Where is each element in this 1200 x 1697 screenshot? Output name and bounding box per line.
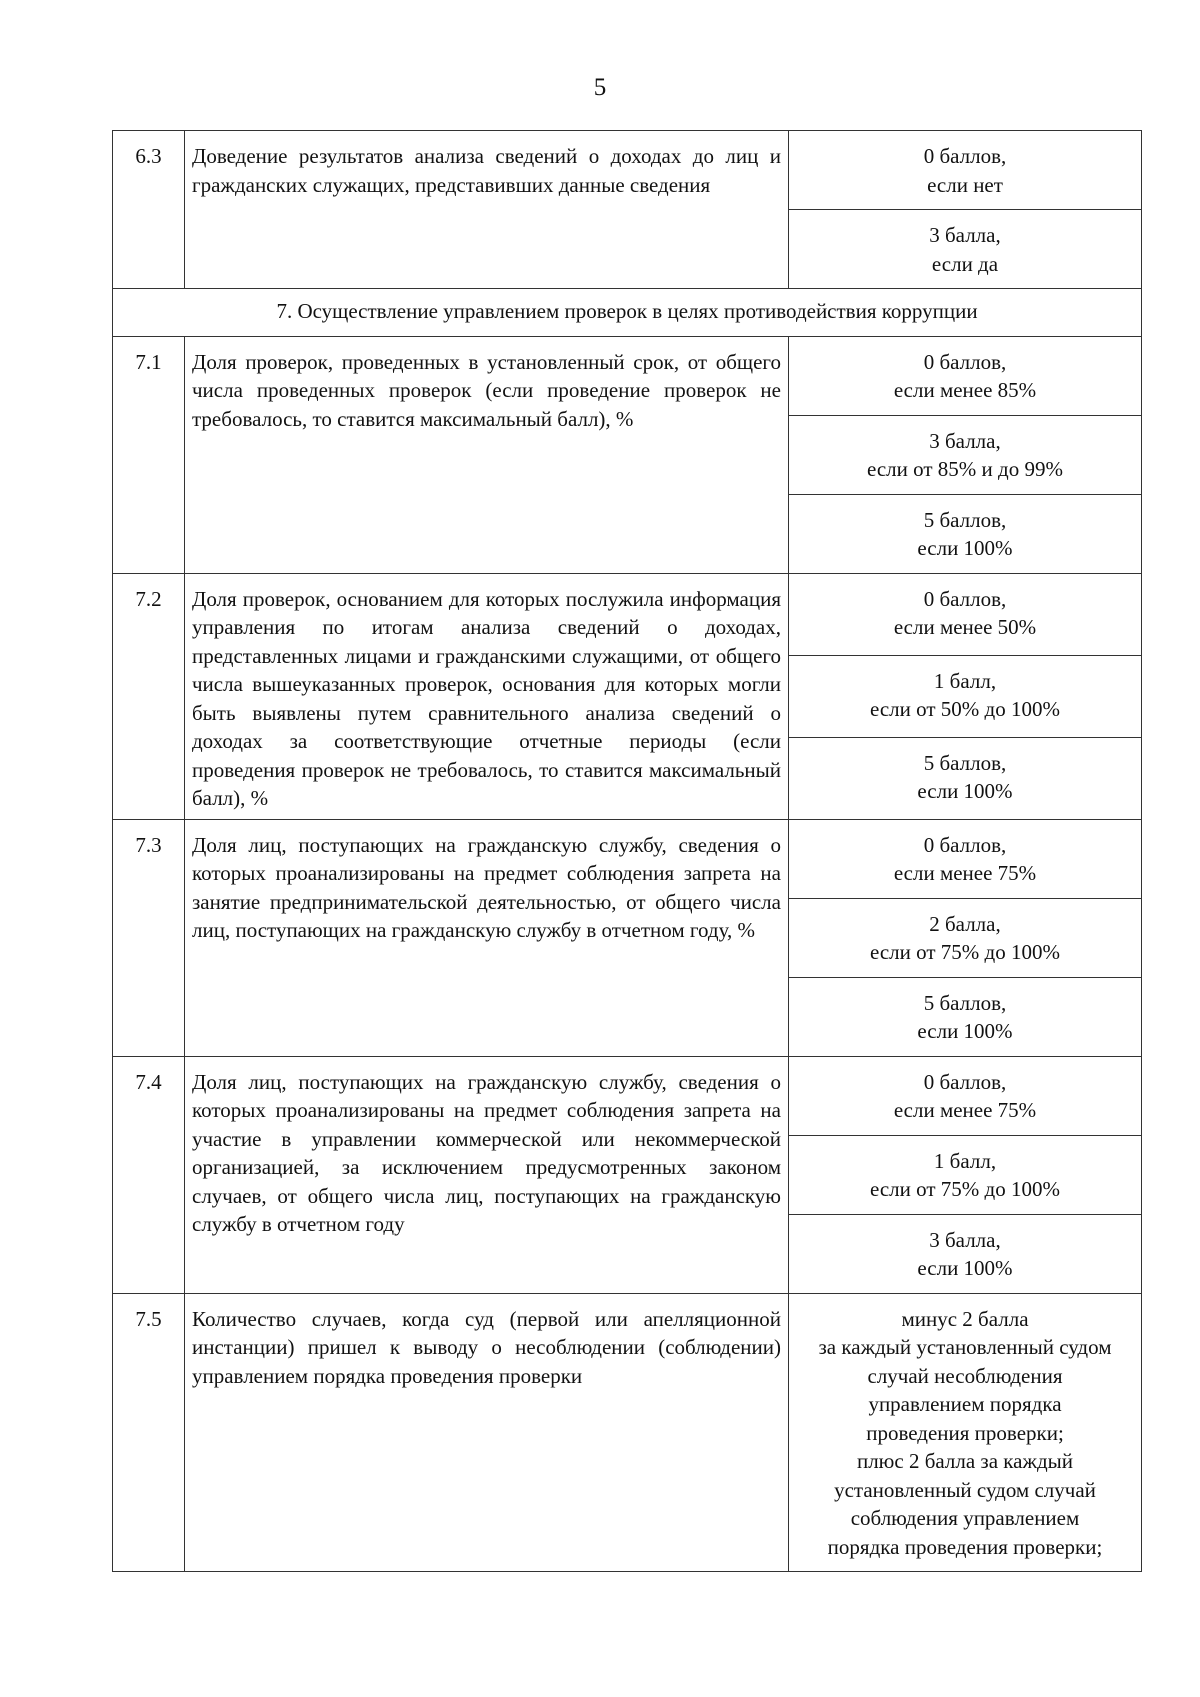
score-condition: если менее 75%: [893, 861, 1037, 885]
row-number: 7.3: [113, 819, 185, 1056]
score-line: соблюдения управлением: [850, 1506, 1080, 1530]
score-line: порядка проведения проверки;: [827, 1534, 1103, 1559]
section-title: 7. Осуществление управлением проверок в целях противодействия коррупции: [113, 289, 1142, 337]
score-points: 0 баллов,: [923, 586, 1007, 611]
score-condition: если 100%: [917, 779, 1013, 803]
score-cell: [789, 210, 1142, 289]
row-number: 6.3: [113, 131, 185, 289]
score-points: 3 балла,: [929, 1227, 1001, 1252]
score-condition: если от 75% до 100%: [870, 940, 1060, 964]
criterion-description: Количество случаев, когда суд (первой или апелляционной инстанции) пришел к выводу о несоблюдении (соблюдении) управлением порядка проведения проверки: [185, 1293, 789, 1572]
score-points: 1 балл,: [933, 1148, 997, 1173]
score-line: плюс 2 балла за каждый: [856, 1449, 1074, 1473]
score-cell: [789, 898, 1142, 977]
score-condition: если менее 50%: [893, 615, 1037, 639]
score-condition: если от 75% до 100%: [870, 1177, 1060, 1201]
table-row: [113, 336, 1142, 415]
score-line: минус 2 балла: [901, 1306, 1029, 1331]
score-points: 0 баллов,: [923, 832, 1007, 857]
criterion-description: Доля проверок, основанием для которых послужила информация управления по итогам анализа сведений о доходах, представленных лицами и гражданскими служащими, от общего числа вышеуказанных проверок, основания для которых могли быть выявлены путем сравнительного анализа сведений о доходах за соответствующие отчетные периоды (если проведения проверок не требовалось, то ставится максимальный балл), %: [185, 573, 789, 819]
score-line: управлением порядка: [868, 1392, 1062, 1416]
score-cell: [789, 977, 1142, 1056]
table-row: [113, 1056, 1142, 1135]
score-cell: [789, 494, 1142, 573]
score-condition: если от 85% и до 99%: [867, 457, 1063, 481]
row-number: 7.4: [113, 1056, 185, 1293]
criterion-description: Доля лиц, поступающих на гражданскую службу, сведения о которых проанализированы на предмет соблюдения запрета на участие в управлении коммерческой или некоммерческой организацией, за исключением предусмотренных законом случаев, от общего числа лиц, поступающих на гражданскую службу в отчетном году: [185, 1056, 789, 1293]
criterion-description: Доля лиц, поступающих на гражданскую службу, сведения о которых проанализированы на предмет соблюдения запрета на занятие предпринимательской деятельностью, от общего числа лиц, поступающих на гражданскую службу в отчетном году, %: [185, 819, 789, 1056]
criterion-description: Доля проверок, проведенных в установленный срок, от общего числа проведенных проверок (если проведение проверок не требовалось, то ставится максимальный балл), %: [185, 336, 789, 573]
score-cell: [789, 1056, 1142, 1135]
section-header-row: [113, 289, 1142, 337]
score-points: 3 балла,: [929, 223, 1001, 247]
score-points: 5 баллов,: [923, 507, 1007, 532]
table-row: [113, 131, 1142, 210]
table-row: [113, 819, 1142, 898]
score-line: случай несоблюдения: [867, 1363, 1063, 1388]
score-cell: [789, 819, 1142, 898]
score-points: 3 балла,: [929, 428, 1001, 453]
score-cell: [789, 1135, 1142, 1214]
table-row: [113, 1293, 1142, 1572]
score-condition: если нет: [927, 172, 1003, 197]
score-condition: если 100%: [917, 1019, 1013, 1043]
score-line: установленный судом случай: [834, 1477, 1096, 1502]
score-cell: [789, 1293, 1142, 1572]
score-condition: если от 50% до 100%: [870, 697, 1060, 721]
table-row: [113, 573, 1142, 655]
row-number: 7.1: [113, 336, 185, 573]
score-cell: [789, 573, 1142, 655]
score-points: 0 баллов,: [923, 1069, 1007, 1094]
score-points: 1 балл,: [933, 668, 997, 693]
score-condition: если менее 75%: [893, 1098, 1037, 1122]
score-condition: если менее 85%: [893, 378, 1037, 402]
score-cell: [789, 1214, 1142, 1293]
page-number: 5: [593, 74, 607, 101]
score-points: 0 баллов,: [923, 144, 1007, 168]
criteria-table: [112, 130, 1142, 1572]
score-cell: [789, 336, 1142, 415]
score-points: 5 баллов,: [923, 990, 1007, 1015]
score-line: проведения проверки;: [866, 1420, 1064, 1445]
score-points: 2 балла,: [929, 911, 1001, 936]
criterion-description: Доведение результатов анализа сведений о доходах до лиц и гражданских служащих, представивших данные сведения: [185, 131, 789, 289]
score-condition: если да: [931, 251, 999, 276]
score-cell: [789, 655, 1142, 737]
score-points: 5 баллов,: [923, 750, 1007, 775]
row-number: 7.5: [113, 1293, 185, 1572]
row-number: 7.2: [113, 573, 185, 819]
score-cell: [789, 415, 1142, 494]
score-cell: [789, 737, 1142, 819]
score-condition: если 100%: [917, 1256, 1013, 1280]
score-condition: если 100%: [917, 536, 1013, 560]
score-line: за каждый установленный судом: [818, 1335, 1112, 1359]
score-cell: [789, 131, 1142, 210]
score-points: 0 баллов,: [923, 349, 1007, 374]
